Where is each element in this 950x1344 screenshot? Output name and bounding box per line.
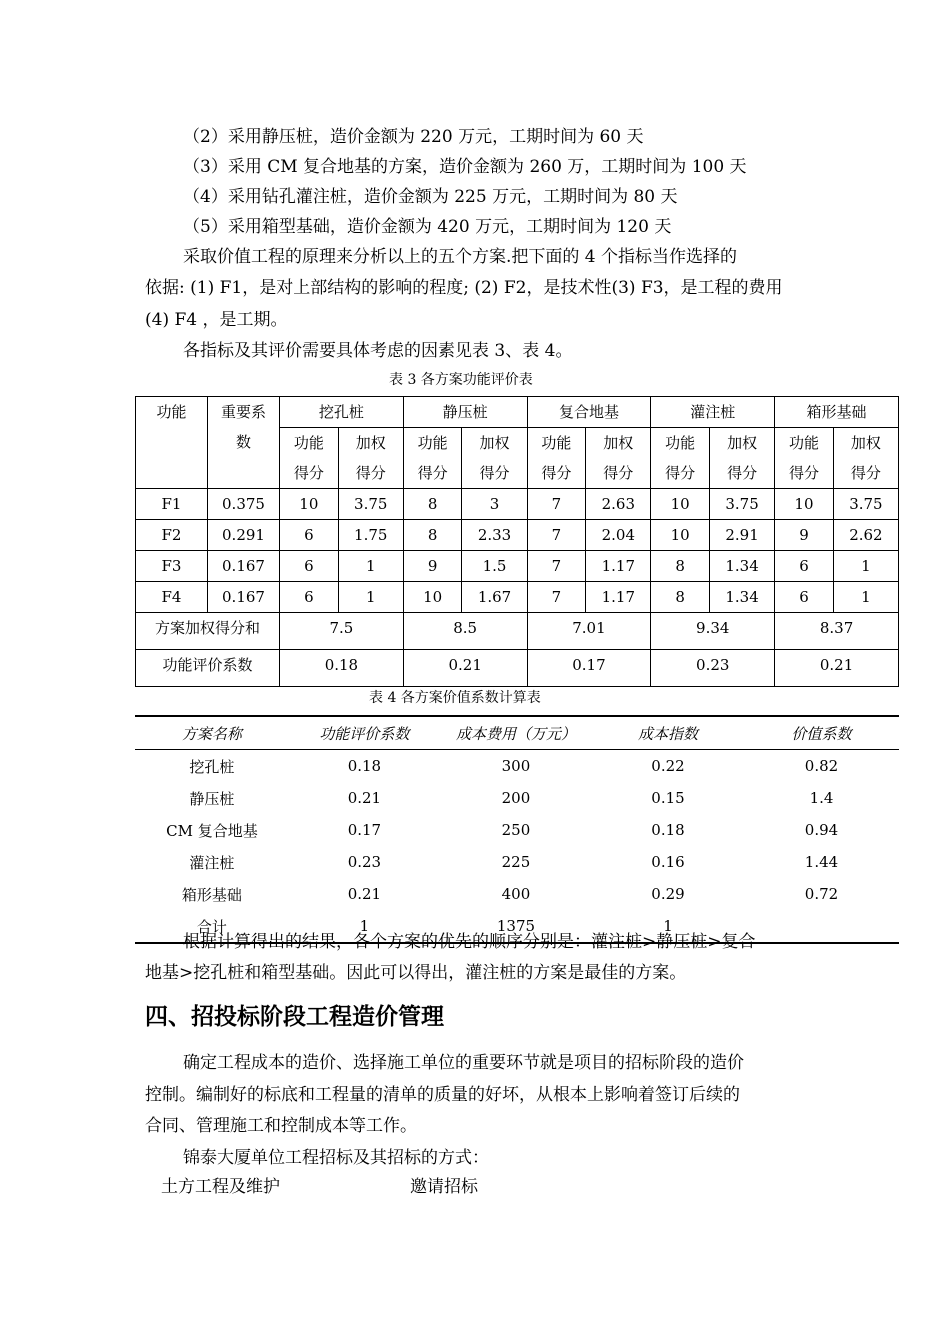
total-cell: 7.01 xyxy=(527,613,651,650)
table-cell: 1.44 xyxy=(804,853,839,871)
subheader-cell xyxy=(710,428,775,489)
indicator-cell: F3 xyxy=(136,551,208,582)
indicator-cell: F4 xyxy=(136,582,208,613)
table-cell: 0.72 xyxy=(804,885,839,903)
subheader-cell xyxy=(586,428,651,489)
subheader-label: 功能 xyxy=(541,434,572,452)
scheme-header: 箱形基础 xyxy=(775,397,899,428)
score-cell: 2.91 xyxy=(710,520,775,551)
score-cell: 6 xyxy=(280,551,339,582)
header-label: 数 xyxy=(235,433,251,451)
text-line: 控制。编制好的标底和工程量的清单的质量的好坏，从根本上影响着签订后续的 xyxy=(145,1085,740,1105)
text-line: 确定工程成本的造价、选择施工单位的重要环节就是项目的招标阶段的造价 xyxy=(183,1053,744,1073)
score-cell: 3.75 xyxy=(833,489,898,520)
total-cell: 9.34 xyxy=(651,613,775,650)
table-row xyxy=(135,750,899,783)
table-cell: 灌注桩 xyxy=(189,853,235,872)
table-cell: 0.17 xyxy=(347,821,382,839)
subheader-cell xyxy=(338,428,403,489)
table-cell: 0.18 xyxy=(347,757,382,775)
score-cell: 7 xyxy=(527,520,586,551)
section-heading: 四、招投标阶段工程造价管理 xyxy=(145,1004,444,1030)
table-cell xyxy=(744,910,899,943)
subheader-cell xyxy=(403,428,462,489)
column-header: 方案名称 xyxy=(135,716,289,750)
score-cell: 10 xyxy=(775,489,834,520)
table-row xyxy=(135,878,899,910)
weight-cell: 0.291 xyxy=(208,520,280,551)
text-line: 根据计算得出的结果，各个方案的优先的顺序分别是：灌注桩>静压桩>复合 xyxy=(183,932,756,952)
score-cell: 10 xyxy=(403,582,462,613)
score-cell: 1 xyxy=(338,582,403,613)
score-cell: 1 xyxy=(338,551,403,582)
table-cell: 400 xyxy=(501,885,531,903)
score-cell: 3.75 xyxy=(338,489,403,520)
subheader-label: 得分 xyxy=(417,464,448,482)
table-cell: 0.16 xyxy=(651,853,685,871)
subheader-cell xyxy=(280,428,339,489)
row-label: 功能评价系数 xyxy=(136,650,280,687)
text-line: （5）采用箱型基础，造价金额为 420 万元，工期时间为 120 天 xyxy=(183,217,672,237)
total-cell: 0.17 xyxy=(527,650,651,687)
subheader-cell xyxy=(651,428,710,489)
subheader-cell xyxy=(775,428,834,489)
subheader-label: 得分 xyxy=(293,464,324,482)
score-cell: 1.17 xyxy=(586,551,651,582)
table-cell: 0.29 xyxy=(651,885,685,903)
text-line: (4) F4 ，是工期。 xyxy=(145,310,288,330)
table-row xyxy=(135,814,899,846)
table-cell: 1 xyxy=(289,910,440,943)
text-line: 依据: (1) F1，是对上部结构的影响的程度; (2) F2，是技术性(3) F3，是工程的费用 xyxy=(145,278,783,298)
score-cell: 9 xyxy=(403,551,462,582)
score-cell: 1.17 xyxy=(586,582,651,613)
subheader-label: 加权 xyxy=(479,434,510,452)
score-cell: 1 xyxy=(833,582,898,613)
score-cell: 10 xyxy=(651,489,710,520)
function-evaluation-table xyxy=(135,396,899,687)
score-cell: 7 xyxy=(527,489,586,520)
value-coefficient-table xyxy=(135,715,899,944)
header-label: 重要系 xyxy=(220,403,266,421)
score-cell: 1.34 xyxy=(710,551,775,582)
table-cell: 静压桩 xyxy=(189,789,235,808)
column-header: 价值系数 xyxy=(744,716,899,750)
total-cell: 0.21 xyxy=(775,650,899,687)
header-label: 功能 xyxy=(156,403,187,421)
subheader-label: 功能 xyxy=(417,434,448,452)
table-row xyxy=(136,489,899,520)
subheader-label: 得分 xyxy=(727,464,758,482)
table-row xyxy=(136,520,899,551)
text-line: （4）采用钻孔灌注桩，造价金额为 225 万元，工期时间为 80 天 xyxy=(183,187,678,207)
table-cell: 0.21 xyxy=(347,789,382,807)
text-line: 地基>挖孔桩和箱型基础。因此可以得出，灌注桩的方案是最佳的方案。 xyxy=(145,963,687,983)
table-row xyxy=(135,846,899,878)
total-cell: 7.5 xyxy=(280,613,404,650)
table-cell: 箱形基础 xyxy=(181,885,242,904)
column-header: 成本费用（万元） xyxy=(440,716,592,750)
table-cell: 0.23 xyxy=(347,853,382,871)
score-cell: 8 xyxy=(651,582,710,613)
score-cell: 10 xyxy=(651,520,710,551)
subheader-label: 得分 xyxy=(603,464,634,482)
table-cell: 300 xyxy=(501,757,531,775)
table-cell: 200 xyxy=(501,789,531,807)
table4-caption: 表 4 各方案价值系数计算表 xyxy=(369,690,541,706)
table-cell: CM 复合地基 xyxy=(166,821,258,840)
subheader-label: 得分 xyxy=(850,464,881,482)
text-line: 各指标及其评价需要具体考虑的因素见表 3、表 4。 xyxy=(183,341,573,361)
header-weight xyxy=(208,397,280,489)
score-cell: 8 xyxy=(651,551,710,582)
function-coef-row xyxy=(136,650,899,687)
table-cell: 挖孔桩 xyxy=(189,757,235,776)
score-cell: 1 xyxy=(833,551,898,582)
table-cell: 1.4 xyxy=(809,789,834,807)
indicator-cell: F1 xyxy=(136,489,208,520)
score-cell: 8 xyxy=(403,489,462,520)
scheme-header: 挖孔桩 xyxy=(280,397,404,428)
text-line: 采取价值工程的原理来分析以上的五个方案.把下面的 4 个指标当作选择的 xyxy=(183,247,738,267)
table-cell: 0.21 xyxy=(347,885,382,903)
total-cell: 0.23 xyxy=(651,650,775,687)
row-label: 方案加权得分和 xyxy=(136,613,280,650)
table-cell: 250 xyxy=(501,821,531,839)
table-cell: 0.18 xyxy=(651,821,685,839)
subheader-label: 得分 xyxy=(788,464,819,482)
text-line: （3）采用 CM 复合地基的方案，造价金额为 260 万，工期时间为 100 天 xyxy=(183,157,747,177)
column-header: 成本指数 xyxy=(592,716,744,750)
subheader-cell xyxy=(462,428,527,489)
subheader-label: 得分 xyxy=(479,464,510,482)
text-line: 锦泰大厦单位工程招标及其招标的方式： xyxy=(183,1148,489,1168)
weight-cell: 0.167 xyxy=(208,551,280,582)
score-cell: 7 xyxy=(527,551,586,582)
indicator-cell: F2 xyxy=(136,520,208,551)
score-cell: 1.75 xyxy=(338,520,403,551)
weight-cell: 0.375 xyxy=(208,489,280,520)
table-cell: 1375 xyxy=(440,910,592,943)
table-row xyxy=(136,582,899,613)
score-cell: 6 xyxy=(775,582,834,613)
text-line: 合同、管理施工和控制成本等工作。 xyxy=(145,1116,417,1136)
tender-item: 土方工程及维护 xyxy=(161,1177,280,1197)
subheader-label: 得分 xyxy=(541,464,572,482)
score-cell: 3.75 xyxy=(710,489,775,520)
text-line: （2）采用静压桩，造价金额为 220 万元，工期时间为 60 天 xyxy=(183,127,644,147)
subheader-label: 加权 xyxy=(727,434,758,452)
score-cell: 2.62 xyxy=(833,520,898,551)
score-cell: 1.67 xyxy=(462,582,527,613)
total-cell: 8.5 xyxy=(403,613,527,650)
score-cell: 2.33 xyxy=(462,520,527,551)
subheader-label: 加权 xyxy=(355,434,386,452)
total-cell: 0.18 xyxy=(280,650,404,687)
scheme-header: 复合地基 xyxy=(527,397,651,428)
scheme-header: 静压桩 xyxy=(403,397,527,428)
total-cell: 8.37 xyxy=(775,613,899,650)
subheader-label: 得分 xyxy=(355,464,386,482)
score-cell: 6 xyxy=(280,520,339,551)
score-cell: 10 xyxy=(280,489,339,520)
table-cell: 225 xyxy=(501,853,531,871)
table-cell: 0.94 xyxy=(804,821,839,839)
weighted-sum-row xyxy=(136,613,899,650)
table-cell: 0.82 xyxy=(804,757,839,775)
score-cell: 9 xyxy=(775,520,834,551)
header-function xyxy=(136,397,208,489)
subheader-label: 功能 xyxy=(788,434,819,452)
table-cell: 1 xyxy=(592,910,744,943)
scheme-header: 灌注桩 xyxy=(651,397,775,428)
score-cell: 2.04 xyxy=(586,520,651,551)
score-cell: 2.63 xyxy=(586,489,651,520)
column-header: 功能评价系数 xyxy=(289,716,440,750)
subheader-label: 加权 xyxy=(850,434,881,452)
table-cell: 0.22 xyxy=(651,757,685,775)
table-cell: 合计 xyxy=(135,910,289,943)
score-cell: 1.34 xyxy=(710,582,775,613)
score-cell: 6 xyxy=(775,551,834,582)
score-cell: 8 xyxy=(403,520,462,551)
table-cell: 0.15 xyxy=(651,789,685,807)
subheader-cell xyxy=(527,428,586,489)
table-row xyxy=(136,551,899,582)
total-cell: 0.21 xyxy=(403,650,527,687)
weight-cell: 0.167 xyxy=(208,582,280,613)
subheader-cell xyxy=(833,428,898,489)
subheader-label: 加权 xyxy=(603,434,634,452)
tender-method: 邀请招标 xyxy=(410,1177,478,1197)
subheader-label: 功能 xyxy=(293,434,324,452)
table3-caption: 表 3 各方案功能评价表 xyxy=(389,372,533,388)
score-cell: 7 xyxy=(527,582,586,613)
subheader-label: 得分 xyxy=(665,464,696,482)
score-cell: 3 xyxy=(462,489,527,520)
score-cell: 6 xyxy=(280,582,339,613)
score-cell: 1.5 xyxy=(462,551,527,582)
subheader-label: 功能 xyxy=(665,434,696,452)
table-row xyxy=(135,782,899,814)
